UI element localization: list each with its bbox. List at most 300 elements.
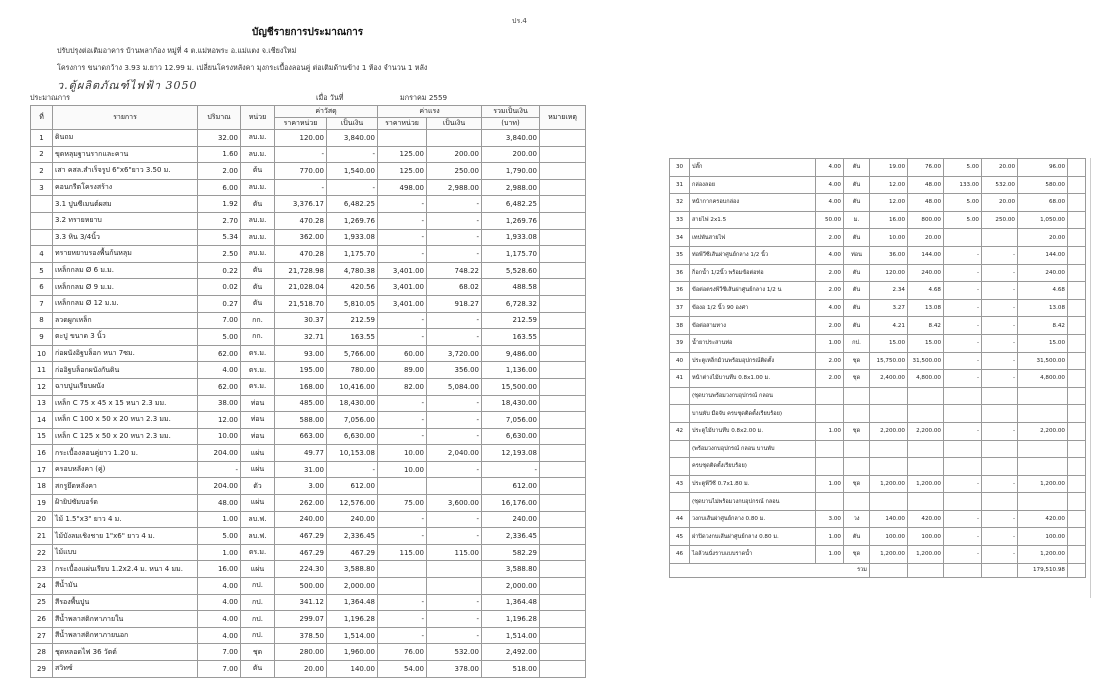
cell-total: 4,800.00 (1018, 370, 1068, 388)
cell-mp: 240.00 (275, 511, 327, 528)
cell-mp: 15.00 (870, 334, 908, 352)
cell-note (1068, 493, 1086, 511)
cell-no: 34 (670, 229, 690, 247)
cell-la: - (427, 461, 482, 478)
cell-total: 6,630.00 (482, 428, 540, 445)
cell-total: 240.00 (1018, 264, 1068, 282)
cell-lp: 75.00 (378, 495, 427, 512)
cell-note (1068, 211, 1086, 229)
cell-no: 23 (31, 561, 53, 578)
cell-no: 21 (31, 528, 53, 545)
cell-mp: 224.30 (275, 561, 327, 578)
cell-la: 200.00 (427, 146, 482, 163)
table-row (670, 264, 1086, 282)
cell-item: ประตูไม้บานทึบ 0.8x2.00 ม. (690, 422, 816, 440)
cell-unit: ตัน (241, 262, 275, 279)
document-title: บัญชีรายการประมาณการ (252, 27, 364, 38)
cell-unit: กก. (241, 329, 275, 346)
cell-item: ประตูเหล็กม้วนพร้อมอุปกรณ์ติดตั้ง (690, 352, 816, 370)
cell-note (540, 511, 586, 528)
estimate-table-left (30, 105, 586, 678)
cell-note (540, 495, 586, 512)
cell-total: 3,588.80 (482, 561, 540, 578)
cell-note (1068, 299, 1086, 317)
cell-ma: 8.42 (908, 317, 944, 335)
cell-unit: แผ่น (241, 461, 275, 478)
cell-la (427, 130, 482, 147)
cell-unit (844, 405, 870, 423)
cell-no (31, 196, 53, 213)
cell-la: - (982, 334, 1018, 352)
cell-qty: 2.00 (816, 264, 844, 282)
cell-la: 3,600.00 (427, 495, 482, 512)
scan-edge (1090, 158, 1091, 598)
cell-mp: 21,028.04 (275, 279, 327, 296)
cell-item: ปลั๊ก (690, 159, 816, 177)
table-row (31, 130, 586, 147)
cell-qty: 1.00 (816, 546, 844, 564)
cell-item: (พร้อมวงกบอุปกรณ์ กลอน บานพับ (690, 440, 816, 458)
cell-unit: ตัน (844, 194, 870, 212)
cell-total: 1,790.00 (482, 163, 540, 180)
cell-item: สายไฟ 2x1.5 (690, 211, 816, 229)
cell-lp: 125.00 (378, 163, 427, 180)
cell-ma: 15.00 (908, 334, 944, 352)
cell-mp: 10.00 (870, 229, 908, 247)
cell-lp: - (944, 510, 982, 528)
cell-no: 16 (31, 445, 53, 462)
cell-mp: 299.07 (275, 611, 327, 628)
cell-ma: 240.00 (327, 511, 378, 528)
cell-lp: 10.00 (378, 461, 427, 478)
cell-unit: ลบ.ฟ. (241, 528, 275, 545)
cell-note (540, 163, 586, 180)
cell-no: 6 (31, 279, 53, 296)
cell-mp: 280.00 (275, 644, 327, 661)
cell-lp: - (944, 282, 982, 300)
table-row (31, 345, 586, 362)
cell-la (982, 440, 1018, 458)
cell-total: 13.08 (1018, 299, 1068, 317)
cell-item: ข้องอ 1/2 นิ้ว 90 องศา (690, 299, 816, 317)
cell-ma: 1,200.00 (908, 475, 944, 493)
cell-qty: 4.00 (198, 594, 241, 611)
cell-qty (816, 458, 844, 476)
cell-lp: 5.00 (944, 194, 982, 212)
cell-lp: - (378, 611, 427, 628)
cell-total: 580.00 (1018, 176, 1068, 194)
table-row (31, 578, 586, 595)
cell-no: 12 (31, 378, 53, 395)
cell-qty (816, 440, 844, 458)
table-row (31, 461, 586, 478)
cell-no: 7 (31, 295, 53, 312)
cell-la: - (427, 428, 482, 445)
cell-qty: 48.00 (198, 495, 241, 512)
cell-ma: 800.00 (908, 211, 944, 229)
table-row (31, 212, 586, 229)
table-row (31, 246, 586, 263)
cell-lp (378, 561, 427, 578)
cell-lp: - (944, 546, 982, 564)
cell-total: 518.00 (482, 661, 540, 678)
cell-total: 7,056.00 (482, 412, 540, 429)
cell-item: ท่อพีวีซีเส้นผ่าศูนย์กลาง 1/2 นิ้ว (690, 246, 816, 264)
cell-qty: 2.00 (816, 317, 844, 335)
cell-note (1068, 458, 1086, 476)
cell-lp: 54.00 (378, 661, 427, 678)
table-row (670, 159, 1086, 177)
cell-unit: ท่อน (844, 246, 870, 264)
cell-total: 18,430.00 (482, 395, 540, 412)
cell-no (670, 387, 690, 405)
cell-ma (908, 493, 944, 511)
cell-lp: - (378, 428, 427, 445)
cell-la: - (427, 329, 482, 346)
cell-qty: 7.00 (198, 644, 241, 661)
table-row (31, 378, 586, 395)
cell-qty: 16.00 (198, 561, 241, 578)
cell-mp: 3.27 (870, 299, 908, 317)
table-row (670, 546, 1086, 564)
cell-note (540, 179, 586, 196)
cell-mp: 20.00 (275, 661, 327, 678)
cell-no: 29 (31, 661, 53, 678)
cell-ma: 612.00 (327, 478, 378, 495)
cell-note (1068, 317, 1086, 335)
total-row (670, 563, 1086, 577)
cell-mp: 120.00 (870, 264, 908, 282)
cell-lp: - (944, 317, 982, 335)
cell-item: เสา คสล.สำเร็จรูป 6"x6"ยาว 3.50 ม. (53, 163, 198, 180)
cell-ma: 13.08 (908, 299, 944, 317)
cell-no: 36 (670, 264, 690, 282)
cell-ma: 420.00 (908, 510, 944, 528)
table-row (670, 422, 1086, 440)
cell-unit: ท่อน (241, 395, 275, 412)
cell-ma: 20.00 (908, 229, 944, 247)
cell-no: 5 (31, 262, 53, 279)
cell-mp: 588.00 (275, 412, 327, 429)
cell-qty: 1.00 (816, 422, 844, 440)
cell-total: - (482, 461, 540, 478)
cell-item: สีน้ำพลาสติกทาภายนอก (53, 627, 198, 644)
cell-la: - (427, 196, 482, 213)
cell-note (1068, 176, 1086, 194)
cell-unit: ตัน (844, 299, 870, 317)
cell-total: 100.00 (1018, 528, 1068, 546)
cell-ma: 48.00 (908, 176, 944, 194)
cell-unit: ตัน (241, 279, 275, 296)
cell-total: 1,514.00 (482, 627, 540, 644)
cell-ma: 3,588.80 (327, 561, 378, 578)
date-value: มกราคม 2559 (400, 93, 448, 102)
cell-mp: 1,200.00 (870, 475, 908, 493)
cell-lp: 3,401.00 (378, 262, 427, 279)
cell-la: - (982, 422, 1018, 440)
cell-item: วงกบเส้นผ่าศูนย์กลาง 0.80 ม. (690, 510, 816, 528)
cell-unit: ตร.ม. (241, 362, 275, 379)
cell-total: 163.55 (482, 329, 540, 346)
cell-la: 532.00 (982, 176, 1018, 194)
cell-qty: 2.50 (198, 246, 241, 263)
cell-item: ครอบหลังคา (คู่) (53, 461, 198, 478)
col-labor-unit-price: ราคาหน่วย (378, 118, 427, 130)
table-row (670, 317, 1086, 335)
cell-mp: 500.00 (275, 578, 327, 595)
cell-lp (944, 229, 982, 247)
cell-qty: 5.00 (198, 329, 241, 346)
handwritten-note: ว.ตู้ผลิตภัณฑ์ไฟฟ้า 3050 (57, 79, 198, 92)
cell-ma: 1,196.28 (327, 611, 378, 628)
cell-mp (870, 387, 908, 405)
cell-item: ฉาบปูนเรียบผนัง (53, 378, 198, 395)
cell-note (1068, 422, 1086, 440)
cell-qty: 2.00 (816, 370, 844, 388)
cell-no: 41 (670, 370, 690, 388)
cell-lp (378, 578, 427, 595)
cell-lp: - (378, 312, 427, 329)
cell-unit: ลบ.ม. (241, 146, 275, 163)
cell-mp: 195.00 (275, 362, 327, 379)
table-row (31, 611, 586, 628)
cell-la: 356.00 (427, 362, 482, 379)
cell-la: - (982, 528, 1018, 546)
cell-item: ดินถม (53, 130, 198, 147)
cell-la (982, 493, 1018, 511)
estimate-table-right (669, 158, 1086, 578)
cell-note (540, 329, 586, 346)
cell-qty: 1.00 (816, 475, 844, 493)
cell-qty: 2.00 (816, 352, 844, 370)
cell-qty (816, 405, 844, 423)
cell-la: 3,720.00 (427, 345, 482, 362)
cell-ma: 3,840.00 (327, 130, 378, 147)
cell-qty: 0.02 (198, 279, 241, 296)
cell-la: 748.22 (427, 262, 482, 279)
table-row (670, 229, 1086, 247)
cell-note (1068, 229, 1086, 247)
cell-note (1068, 475, 1086, 493)
cell-unit: ชุด (844, 352, 870, 370)
cell-qty: 7.00 (198, 312, 241, 329)
cell-la: - (982, 264, 1018, 282)
cell-item: สีน้ำมัน (53, 578, 198, 595)
cell-note (540, 378, 586, 395)
table-row (31, 627, 586, 644)
cell-la (427, 561, 482, 578)
cell-total: 8.42 (1018, 317, 1068, 335)
cell-no: 27 (31, 627, 53, 644)
cell-unit: ตัน (844, 528, 870, 546)
cell-total: 9,486.00 (482, 345, 540, 362)
cell-no (670, 405, 690, 423)
cell-no (31, 212, 53, 229)
cell-ma: 4,800.00 (908, 370, 944, 388)
cell-note (1068, 546, 1086, 564)
cell-item: ก็อกน้ำ 1/2นิ้ว พร้อมข้อต่อท่อ (690, 264, 816, 282)
cell-note (540, 395, 586, 412)
cell-item: กล่องลอย (690, 176, 816, 194)
cell-no: 15 (31, 428, 53, 445)
table-row (670, 352, 1086, 370)
table-row (31, 412, 586, 429)
cell-mp: 19.00 (870, 159, 908, 177)
cell-total: 6,728.32 (482, 295, 540, 312)
cell-la: - (982, 317, 1018, 335)
grand-total: 179,510.98 (1018, 563, 1068, 577)
table-row (31, 644, 586, 661)
cell-qty: 4.00 (816, 246, 844, 264)
cell-ma: - (327, 146, 378, 163)
cell-qty: 50.00 (816, 211, 844, 229)
col-total: รวมเป็นเงิน (482, 106, 540, 118)
col-unit: หน่วย (241, 106, 275, 130)
cell-ma: 18,430.00 (327, 395, 378, 412)
cell-note (1068, 405, 1086, 423)
cell-no: 36 (670, 282, 690, 300)
table-row (31, 262, 586, 279)
cell-item: สีน้ำพลาสติกทาภายใน (53, 611, 198, 628)
cell-unit: กป. (241, 627, 275, 644)
cell-unit: ชุด (844, 422, 870, 440)
cell-no: 32 (670, 194, 690, 212)
col-material: ค่าวัสดุ (275, 106, 378, 118)
cell-item: เหล็ก C 75 x 45 x 15 หนา 2.3 มม. (53, 395, 198, 412)
cell-mp (870, 493, 908, 511)
cell-total: 1,200.00 (1018, 546, 1068, 564)
cell-unit: กป. (241, 594, 275, 611)
cell-la: - (982, 282, 1018, 300)
cell-la: - (982, 299, 1018, 317)
cell-no: 1 (31, 130, 53, 147)
col-labor: ค่าแรง (378, 106, 482, 118)
cell-ma: 1,175.70 (327, 246, 378, 263)
project-description: โครงการ ขนาดกว้าง 3.93 ม.ยาว 12.99 ม. เปลี่ยนโครงหลังคา มุงกระเบื้องลอนคู่ ต่อเติมด้านข้าง 1 ห้อง จำนวน 1 หลัง (57, 63, 428, 72)
cell-total: 68.00 (1018, 194, 1068, 212)
table-row (31, 428, 586, 445)
cell-no: 46 (670, 546, 690, 564)
cell-item: เหล็กกลม Ø 9 ม.ม. (53, 279, 198, 296)
cell-ma: 163.55 (327, 329, 378, 346)
cell-ma: 2,336.45 (327, 528, 378, 545)
cell-unit: ตัน (844, 317, 870, 335)
cell-lp: 10.00 (378, 445, 427, 462)
cell-unit: ตัน (844, 282, 870, 300)
table-row (31, 511, 586, 528)
cell-unit: ต้น (241, 163, 275, 180)
cell-qty: 4.00 (198, 578, 241, 595)
total-label: รวม (670, 563, 870, 577)
cell-note (540, 461, 586, 478)
cell-note (1068, 370, 1086, 388)
cell-ma: 5,810.05 (327, 295, 378, 312)
cell-qty: 5.34 (198, 229, 241, 246)
table-row (31, 229, 586, 246)
cell-note (1068, 282, 1086, 300)
cell-ma: 1,540.00 (327, 163, 378, 180)
cell-qty: - (198, 461, 241, 478)
cell-total: 2,492.00 (482, 644, 540, 661)
cell-note (540, 611, 586, 628)
cell-item: ครบชุดติดตั้งเรียบร้อย) (690, 458, 816, 476)
cell-note (1068, 510, 1086, 528)
cell-unit: ลบ.ม. (241, 246, 275, 263)
cell-la: 378.00 (427, 661, 482, 678)
cell-note (540, 262, 586, 279)
cell-unit: ตร.ม. (241, 378, 275, 395)
cell-note (540, 428, 586, 445)
cell-total: 15,500.00 (482, 378, 540, 395)
cell-mp: 770.00 (275, 163, 327, 180)
cell-mp: 120.00 (275, 130, 327, 147)
cell-ma (908, 440, 944, 458)
cell-item: เหล็กกลม Ø 12 ม.ม. (53, 295, 198, 312)
cell-no: 33 (670, 211, 690, 229)
table-row (670, 475, 1086, 493)
cell-ma: 780.00 (327, 362, 378, 379)
cell-lp (944, 458, 982, 476)
cell-note (1068, 440, 1086, 458)
cell-unit: ตัน (844, 159, 870, 177)
cell-la: 2,040.00 (427, 445, 482, 462)
cell-la: - (427, 246, 482, 263)
cell-note (540, 644, 586, 661)
table-row (31, 362, 586, 379)
cell-mp: 485.00 (275, 395, 327, 412)
table-row (670, 299, 1086, 317)
cell-note (1068, 528, 1086, 546)
cell-la: - (427, 312, 482, 329)
cell-ma: 420.56 (327, 279, 378, 296)
cell-qty: 6.00 (198, 179, 241, 196)
cell-ma: - (327, 179, 378, 196)
cell-la: 918.27 (427, 295, 482, 312)
cell-qty: 4.00 (198, 627, 241, 644)
cell-la (982, 458, 1018, 476)
cell-item: ลวดผูกเหล็ก (53, 312, 198, 329)
cell-total: 16,176.00 (482, 495, 540, 512)
cell-lp: - (944, 475, 982, 493)
table-row (670, 282, 1086, 300)
cell-la: 115.00 (427, 544, 482, 561)
cell-lp: 133.00 (944, 176, 982, 194)
cell-lp: 125.00 (378, 146, 427, 163)
cell-item: น้ำยาประสานท่อ (690, 334, 816, 352)
cell-item: คอนกรีตโครงสร้าง (53, 179, 198, 196)
cell-note (540, 212, 586, 229)
cell-unit: ตัน (844, 229, 870, 247)
cell-mp: 21,728.98 (275, 262, 327, 279)
cell-note (540, 345, 586, 362)
table-row (31, 279, 586, 296)
cell-lp: 5.00 (944, 159, 982, 177)
cell-mp: 2,200.00 (870, 422, 908, 440)
cell-ma: 76.00 (908, 159, 944, 177)
cell-lp: - (378, 528, 427, 545)
cell-mp: 49.77 (275, 445, 327, 462)
cell-lp (378, 130, 427, 147)
cell-unit: กป. (241, 578, 275, 595)
cell-item: ทรายหยาบรองพื้นก้นหลุม (53, 246, 198, 263)
cell-no (670, 440, 690, 458)
cell-unit (844, 493, 870, 511)
cell-la: - (427, 611, 482, 628)
cell-mp: 3.00 (275, 478, 327, 495)
cell-mp: 140.00 (870, 510, 908, 528)
cell-ma: 467.29 (327, 544, 378, 561)
table-row (31, 528, 586, 545)
